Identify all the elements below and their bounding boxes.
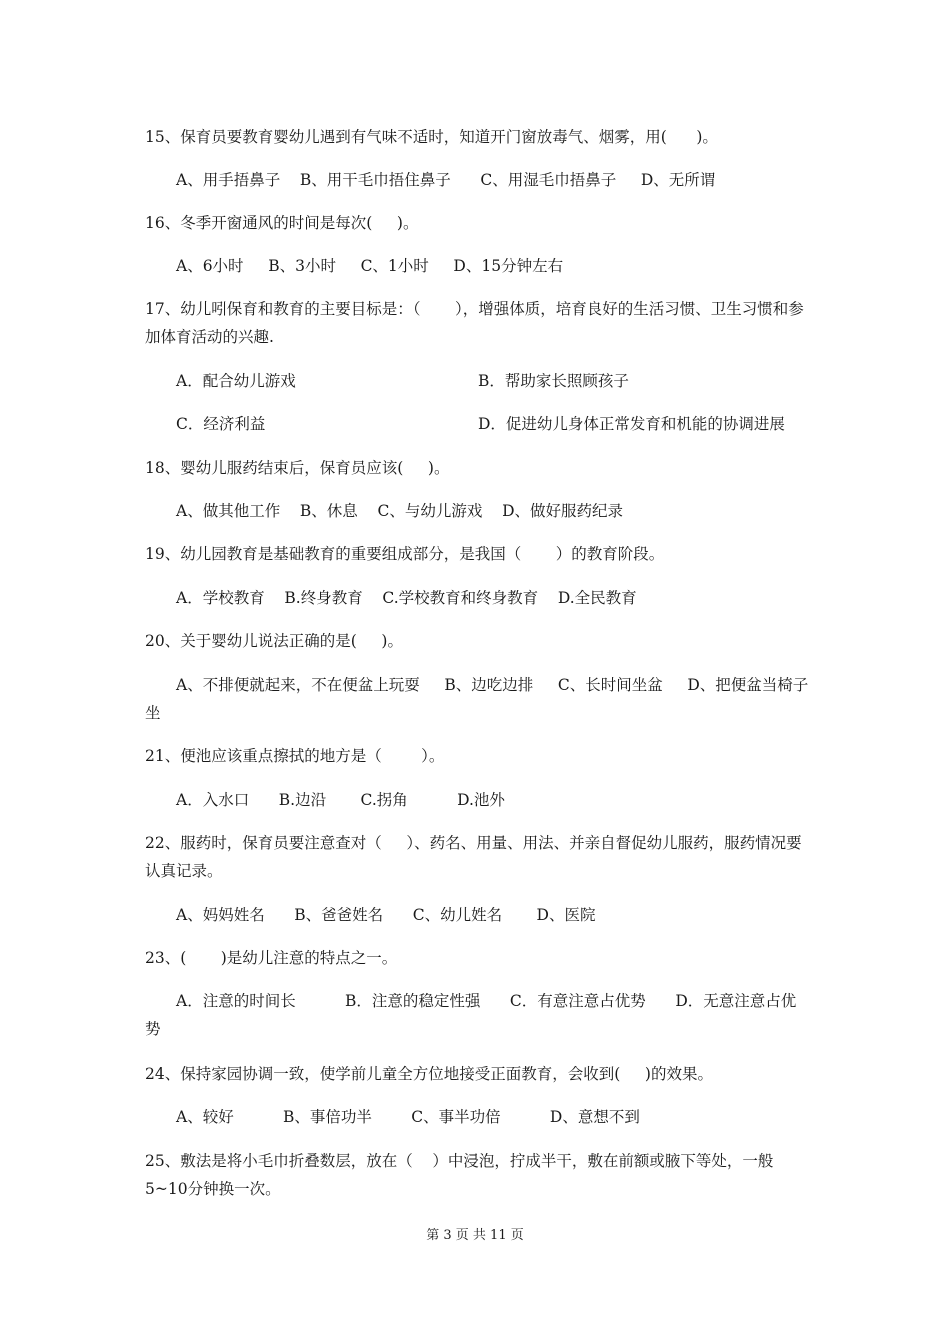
question-22-options: A、妈妈姓名 B、爸爸姓名 C、幼儿姓名 D、医院 [176,906,596,924]
question-16-options: A、6小时 B、3小时 C、1小时 D、15分钟左右 [176,257,564,275]
question-18: 18、婴幼儿服药结束后，保育员应该( )。 [145,459,450,477]
question-24-options: A、较好 B、事倍功半 C、事半功倍 D、意想不到 [176,1108,640,1126]
question-25: 25、敷法是将小毛巾折叠数层，放在（ ）中浸泡，拧成半干，敷在前额或腋下等处，一般5~10分钟换一次。 [145,1152,774,1198]
question-19-options: A．学校教育 B.终身教育 C.学校教育和终身教育 D.全民教育 [176,589,637,607]
question-17-option-b: B．帮助家长照顾孩子 [478,372,629,390]
question-24: 24、保持家园协调一致，使学前儿童全方位地接受正面教育，会收到( )的效果。 [145,1065,713,1083]
question-22: 22、服药时，保育员要注意查对（ ）、药名、用量、用法、并亲自督促幼儿服药，服药情况要认真记录。 [145,834,802,880]
question-16: 16、冬季开窗通风的时间是每次( )。 [145,214,419,232]
page-footer: 第 3 页 共 11 页 [426,1228,524,1243]
question-23: 23、( )是幼儿注意的特点之一。 [145,949,398,967]
question-17-option-a: A．配合幼儿游戏 [176,372,296,390]
question-19: 19、幼儿园教育是基础教育的重要组成部分，是我国（ ）的教育阶段。 [145,545,665,563]
question-21-options: A．入水口 B.边沿 C.拐角 D.池外 [176,791,505,809]
question-17-option-c: C．经济利益 [176,415,266,433]
question-15-options: A、用手捂鼻子 B、用干毛巾捂住鼻子 C、用湿毛巾捂鼻子 D、无所谓 [176,171,716,189]
question-17-option-d: D．促进幼儿身体正常发育和机能的协调进展 [478,415,785,433]
question-23-options: A．注意的时间长 B．注意的稳定性强 C．有意注意占优势 D．无意注意占优势 [145,992,797,1038]
question-21: 21、便池应该重点擦拭的地方是（ ）。 [145,747,445,765]
question-15: 15、保育员要教育婴幼儿遇到有气味不适时，知道开门窗放毒气、烟雾，用( )。 [145,128,718,146]
question-17: 17、幼儿吲保育和教育的主要目标是：（ ），增强体质，培育良好的生活习惯、卫生习惯和参加体育活动的兴趣. [145,300,804,346]
question-20: 20、关于婴幼儿说法正确的是( )。 [145,632,403,650]
question-20-options: A、不排便就起来，不在便盆上玩耍 B、边吃边排 C、长时间坐盆 D、把便盆当椅子坐 [145,676,809,722]
question-18-options: A、做其他工作 B、休息 C、与幼儿游戏 D、做好服药纪录 [176,502,623,520]
